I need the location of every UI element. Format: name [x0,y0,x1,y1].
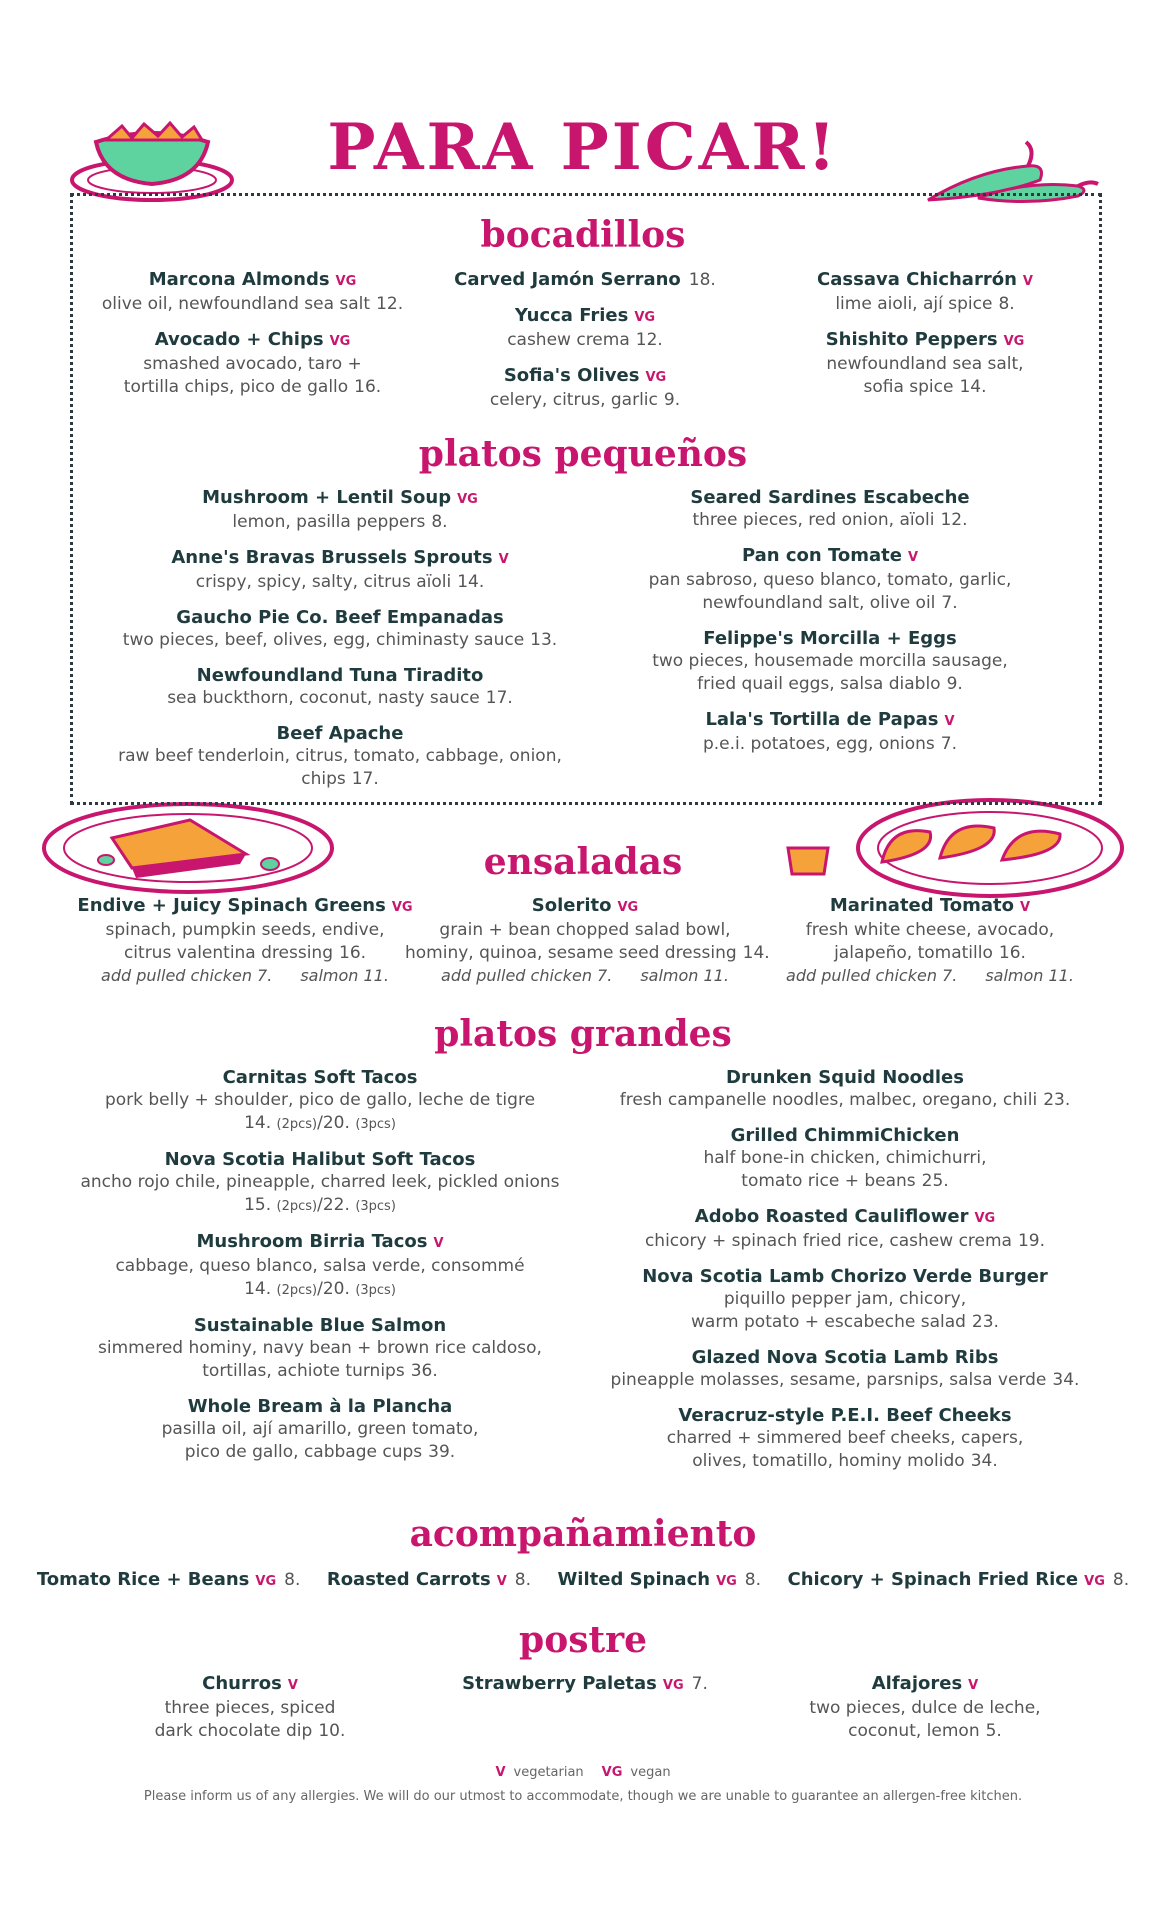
item-price: 34. [1052,1370,1080,1390]
menu-item [600,1066,1090,1112]
item-price: 8. [744,1570,762,1590]
item-desc: jalapeño, tomatillo [834,943,993,963]
menu-item [600,627,1060,696]
item-price: 16. [998,943,1026,963]
menu-item [420,268,750,292]
item-name: Avocado + Chips [154,329,324,350]
item-name: Yucca Fries [514,305,629,326]
diet-tag: VG [716,1574,737,1589]
diet-tag: VG [617,900,639,915]
price-2pcs: 14. [244,1279,272,1299]
menu-item [420,1672,750,1697]
item-desc: newfoundland sea salt, [826,354,1024,374]
grandes-col-2 [600,1066,1090,1485]
item-name: Alfajores [871,1673,963,1694]
item-desc: simmered hominy, navy bean + brown rice caldoso, [98,1338,542,1358]
item-price: 7. [940,734,958,754]
item-desc: smashed avocado, taro + [143,354,362,374]
item-price: 9. [946,674,963,694]
postre-col-2 [420,1672,750,1709]
menu-item [60,1230,580,1302]
menu-item [600,1205,1090,1253]
item-desc: tomato rice + beans [741,1171,916,1191]
diet-tag: V [1022,274,1033,289]
item-desc: pico de gallo, cabbage cups [184,1442,423,1462]
item-name: Tomato Rice + Beans [36,1569,250,1590]
item-desc: olives, tomatillo, hominy molido [692,1451,965,1471]
item-name: Gaucho Pie Co. Beef Empanadas [176,607,504,628]
item-desc: half bone-in chicken, chimichurri, [703,1148,987,1168]
menu-item [760,268,1090,316]
item-desc: cabbage, queso blanco, salsa verde, consommé [115,1256,525,1276]
menu-item [600,486,1060,532]
diet-tag: VG [1084,1574,1105,1589]
menu-item [600,708,1060,756]
item-price: 10. [318,1721,346,1741]
item-desc: warm potato + escabeche salad [691,1312,966,1332]
item-name: Cassava Chicharrón [817,269,1017,290]
diet-tag: V [433,1236,444,1251]
pequenos-col-2 [600,486,1060,768]
item-desc: pan sabroso, queso blanco, tomato, garlic, [648,570,1012,590]
diet-legend [0,1765,1166,1780]
ensaladas-col-3 [742,894,1115,999]
item-desc: pineapple molasses, sesame, parsnips, salsa verde [610,1370,1047,1390]
item-desc: fried quail eggs, salsa diablo [697,674,941,694]
item-name: Beef Apache [276,723,404,744]
page-title: PARA PICAR! [327,110,839,185]
item-desc: charred + simmered beef cheeks, capers, [666,1428,1024,1448]
item-price: 8. [431,512,448,532]
item-price: 36. [410,1361,438,1381]
menu-item [600,1404,1090,1473]
item-price: 12. [940,510,968,530]
bocadillos-col-3 [760,268,1090,411]
section-title-postre: postre [519,1619,647,1661]
item-desc: hominy, quinoa, sesame seed dressing [405,943,737,963]
diet-tag: VG [662,1678,684,1693]
item-desc: olive oil, newfoundland sea salt [101,294,371,314]
ensaladas-col-2 [405,894,770,999]
menu-item [80,1672,420,1743]
side-item [327,1568,531,1593]
item-name: Solerito [531,895,612,916]
item-price: 39. [428,1442,456,1462]
menu-item [600,1265,1090,1334]
item-desc: pasilla oil, ají amarillo, green tomato, [161,1419,479,1439]
item-name: Pan con Tomate [741,545,902,566]
diet-tag: VG [645,370,667,385]
menu-item [405,894,770,987]
item-desc: two pieces, dulce de leche, [809,1698,1041,1718]
addon-chicken: add pulled chicken 7. [101,966,273,985]
item-name: Nova Scotia Halibut Soft Tacos [164,1149,476,1170]
item-name: Marinated Tomato [829,895,1015,916]
item-price: 23. [1043,1090,1071,1110]
item-desc: lime aioli, ají spice [835,294,993,314]
allergy-note: Please inform us of any allergies. We will do our utmost to accommodate, though we are unable to guarantee an allergen-free kitchen. [143,1789,1023,1804]
postre-col-1 [80,1672,420,1755]
item-name: Carnitas Soft Tacos [222,1067,418,1088]
item-price: 5. [985,1721,1002,1741]
addon-chicken: add pulled chicken 7. [786,966,958,985]
diet-tag: VG [1003,334,1025,349]
item-desc: three pieces, red onion, aïoli [692,510,935,530]
item-price: 7. [691,1674,708,1694]
item-desc: spinach, pumpkin seeds, endive, [105,920,385,940]
item-price: 8. [1112,1570,1130,1590]
item-desc: celery, citrus, garlic [489,390,658,410]
diet-tag: VG [329,334,351,349]
ensaladas-col-1 [60,894,430,999]
diet-tag: VG [335,274,357,289]
diet-tag: V [287,1678,298,1693]
item-price: 9. [663,390,681,410]
item-name: Sofia's Olives [503,365,640,386]
menu-item [60,1066,580,1136]
item-desc: fresh campanelle noodles, malbec, oregano, chili [619,1090,1038,1110]
item-name: Carved Jamón Serrano [454,269,681,290]
postre-col-3 [755,1672,1095,1755]
item-price: 8. [998,294,1015,314]
qty-label: (2pcs) [276,1199,318,1214]
diet-tag: V [498,552,509,567]
item-name: Felippe's Morcilla + Eggs [703,628,957,649]
menu-item [600,1124,1090,1193]
addon-salmon: salmon 11. [300,966,389,985]
addon-chicken: add pulled chicken 7. [441,966,613,985]
diet-tag: VG [974,1211,996,1226]
legend-label-vg: vegan [630,1765,671,1780]
diet-tag: V [496,1574,507,1589]
item-desc: cashew crema [507,330,630,350]
item-name: Roasted Carrots [326,1569,491,1590]
item-name: Veracruz-style P.E.I. Beef Cheeks [678,1405,1012,1426]
item-name: Lala's Tortilla de Papas [705,709,939,730]
diet-tag: V [944,714,955,729]
item-name: Sustainable Blue Salmon [193,1315,447,1336]
qty-label: (3pcs) [355,1283,396,1298]
qty-label: (2pcs) [276,1117,318,1132]
item-price: 13. [530,630,558,650]
side-item [787,1568,1129,1593]
item-desc: tortilla chips, pico de gallo [123,377,349,397]
diet-tag: VG [457,492,478,507]
addon-salmon: salmon 11. [985,966,1074,985]
item-desc: sea buckthorn, coconut, nasty sauce [167,688,480,708]
item-price: 7. [941,593,958,613]
item-name: Mushroom + Lentil Soup [202,487,452,508]
addon-salmon: salmon 11. [640,966,729,985]
item-desc: p.e.i. potatoes, egg, onions [702,734,935,754]
menu-item [80,268,425,316]
item-price: 8. [514,1570,531,1590]
item-name: Strawberry Paletas [462,1673,657,1694]
item-price: 12. [376,294,404,314]
item-price: 17. [351,769,379,789]
item-name: Grilled ChimmiChicken [730,1125,960,1146]
menu-item [755,1672,1095,1743]
item-desc: raw beef tenderloin, citrus, tomato, cabbage, onion, chips [118,746,562,789]
menu-item [80,664,600,710]
bocadillos-col-1 [80,268,425,411]
menu-item [600,544,1060,615]
item-name: Chicory + Spinach Fried Rice [787,1569,1079,1590]
item-price: 8. [284,1570,301,1590]
menu-item [80,546,600,594]
diet-tag: VG [255,1574,277,1589]
diet-tag: V [968,1678,979,1693]
menu-item [60,894,430,987]
price-3pcs: /20. [317,1113,350,1133]
menu-item [420,364,750,412]
item-price: 16. [354,377,382,397]
section-title-ensaladas: ensaladas [483,841,683,883]
item-name: Glazed Nova Scotia Lamb Ribs [691,1347,999,1368]
item-price: 16. [339,943,367,963]
item-name: Drunken Squid Noodles [726,1067,964,1088]
item-desc: two pieces, housemade morcilla sausage, [652,651,1008,671]
menu-item [420,304,750,352]
item-name: Mushroom Birria Tacos [196,1231,428,1252]
item-name: Whole Bream à la Plancha [187,1396,453,1417]
item-desc: piquillo pepper jam, chicory, [723,1289,967,1309]
section-title-grandes: platos grandes [434,1013,732,1055]
item-price: 34. [970,1451,998,1471]
menu-item [80,328,425,399]
bocadillos-col-2 [420,268,750,424]
diet-tag: V [1020,900,1031,915]
menu-item [742,894,1115,987]
item-name: Adobo Roasted Cauliflower [694,1206,969,1227]
item-name: Anne's Bravas Brussels Sprouts [171,547,493,568]
item-name: Wilted Spinach [557,1569,711,1590]
menu-item [80,722,600,791]
item-desc: pork belly + shoulder, pico de gallo, leche de tigre [104,1090,536,1110]
item-name: Endive + Juicy Spinach Greens [77,895,386,916]
item-price: 14. [742,943,770,963]
item-name: Churros [202,1673,282,1694]
item-desc: tortillas, achiote turnips [202,1361,405,1381]
item-desc: fresh white cheese, avocado, [805,920,1055,940]
item-price: 25. [921,1171,949,1191]
item-name: Seared Sardines Escabeche [690,487,970,508]
sides-row [0,1568,1166,1593]
menu-item [60,1395,580,1464]
menu-item [60,1314,580,1383]
item-price: 14. [959,377,987,397]
item-desc: dark chocolate dip [154,1721,313,1741]
grandes-col-1 [60,1066,580,1476]
item-desc: ancho rojo chile, pineapple, charred leek, pickled onions [80,1172,560,1192]
section-title-acompanamiento: acompañamiento [409,1513,757,1555]
item-name: Shishito Peppers [825,329,998,350]
price-3pcs: /22. [317,1195,350,1215]
section-title-bocadillos: bocadillos [480,214,686,256]
item-name: Marcona Almonds [148,269,330,290]
item-desc: three pieces, spiced [164,1698,336,1718]
price-3pcs: /20. [317,1279,350,1299]
qty-label: (3pcs) [355,1199,396,1214]
item-desc: lemon, pasilla peppers [232,512,426,532]
legend-key-vg: VG [601,1765,623,1780]
price-2pcs: 15. [244,1195,272,1215]
section-title-pequenos: platos pequeños [418,433,748,475]
menu-item [80,486,600,534]
item-price: 19. [1017,1231,1046,1251]
item-price: 18. [688,270,716,290]
item-price: 23. [971,1312,999,1332]
item-desc: citrus valentina dressing [123,943,333,963]
qty-label: (2pcs) [276,1283,318,1298]
legend-key-v: V [495,1765,506,1780]
item-name: Newfoundland Tuna Tiradito [196,665,484,686]
menu-item [80,606,600,652]
item-desc: coconut, lemon [848,1721,980,1741]
item-name: Nova Scotia Lamb Chorizo Verde Burger [642,1266,1048,1287]
menu-item [760,328,1090,399]
menu-item [600,1346,1090,1392]
diet-tag: VG [391,900,413,915]
item-desc: two pieces, beef, olives, egg, chiminasty sauce [122,630,525,650]
menu-item [60,1148,580,1218]
item-price: 14. [457,572,485,592]
side-item [557,1568,761,1593]
item-desc: grain + bean chopped salad bowl, [439,920,731,940]
item-desc: chicory + spinach fried rice, cashew crema [644,1231,1012,1251]
legend-label-v: vegetarian [513,1765,584,1780]
item-price: 12. [635,330,663,350]
pequenos-col-1 [80,486,600,803]
price-2pcs: 14. [244,1113,272,1133]
item-desc: crispy, spicy, salty, citrus aïoli [195,572,452,592]
diet-tag: V [907,550,919,565]
item-desc: sofia spice [863,377,954,397]
diet-tag: VG [634,310,656,325]
item-price: 17. [485,688,513,708]
item-desc: newfoundland salt, olive oil [702,593,936,613]
side-item [37,1568,301,1593]
qty-label: (3pcs) [355,1117,396,1132]
